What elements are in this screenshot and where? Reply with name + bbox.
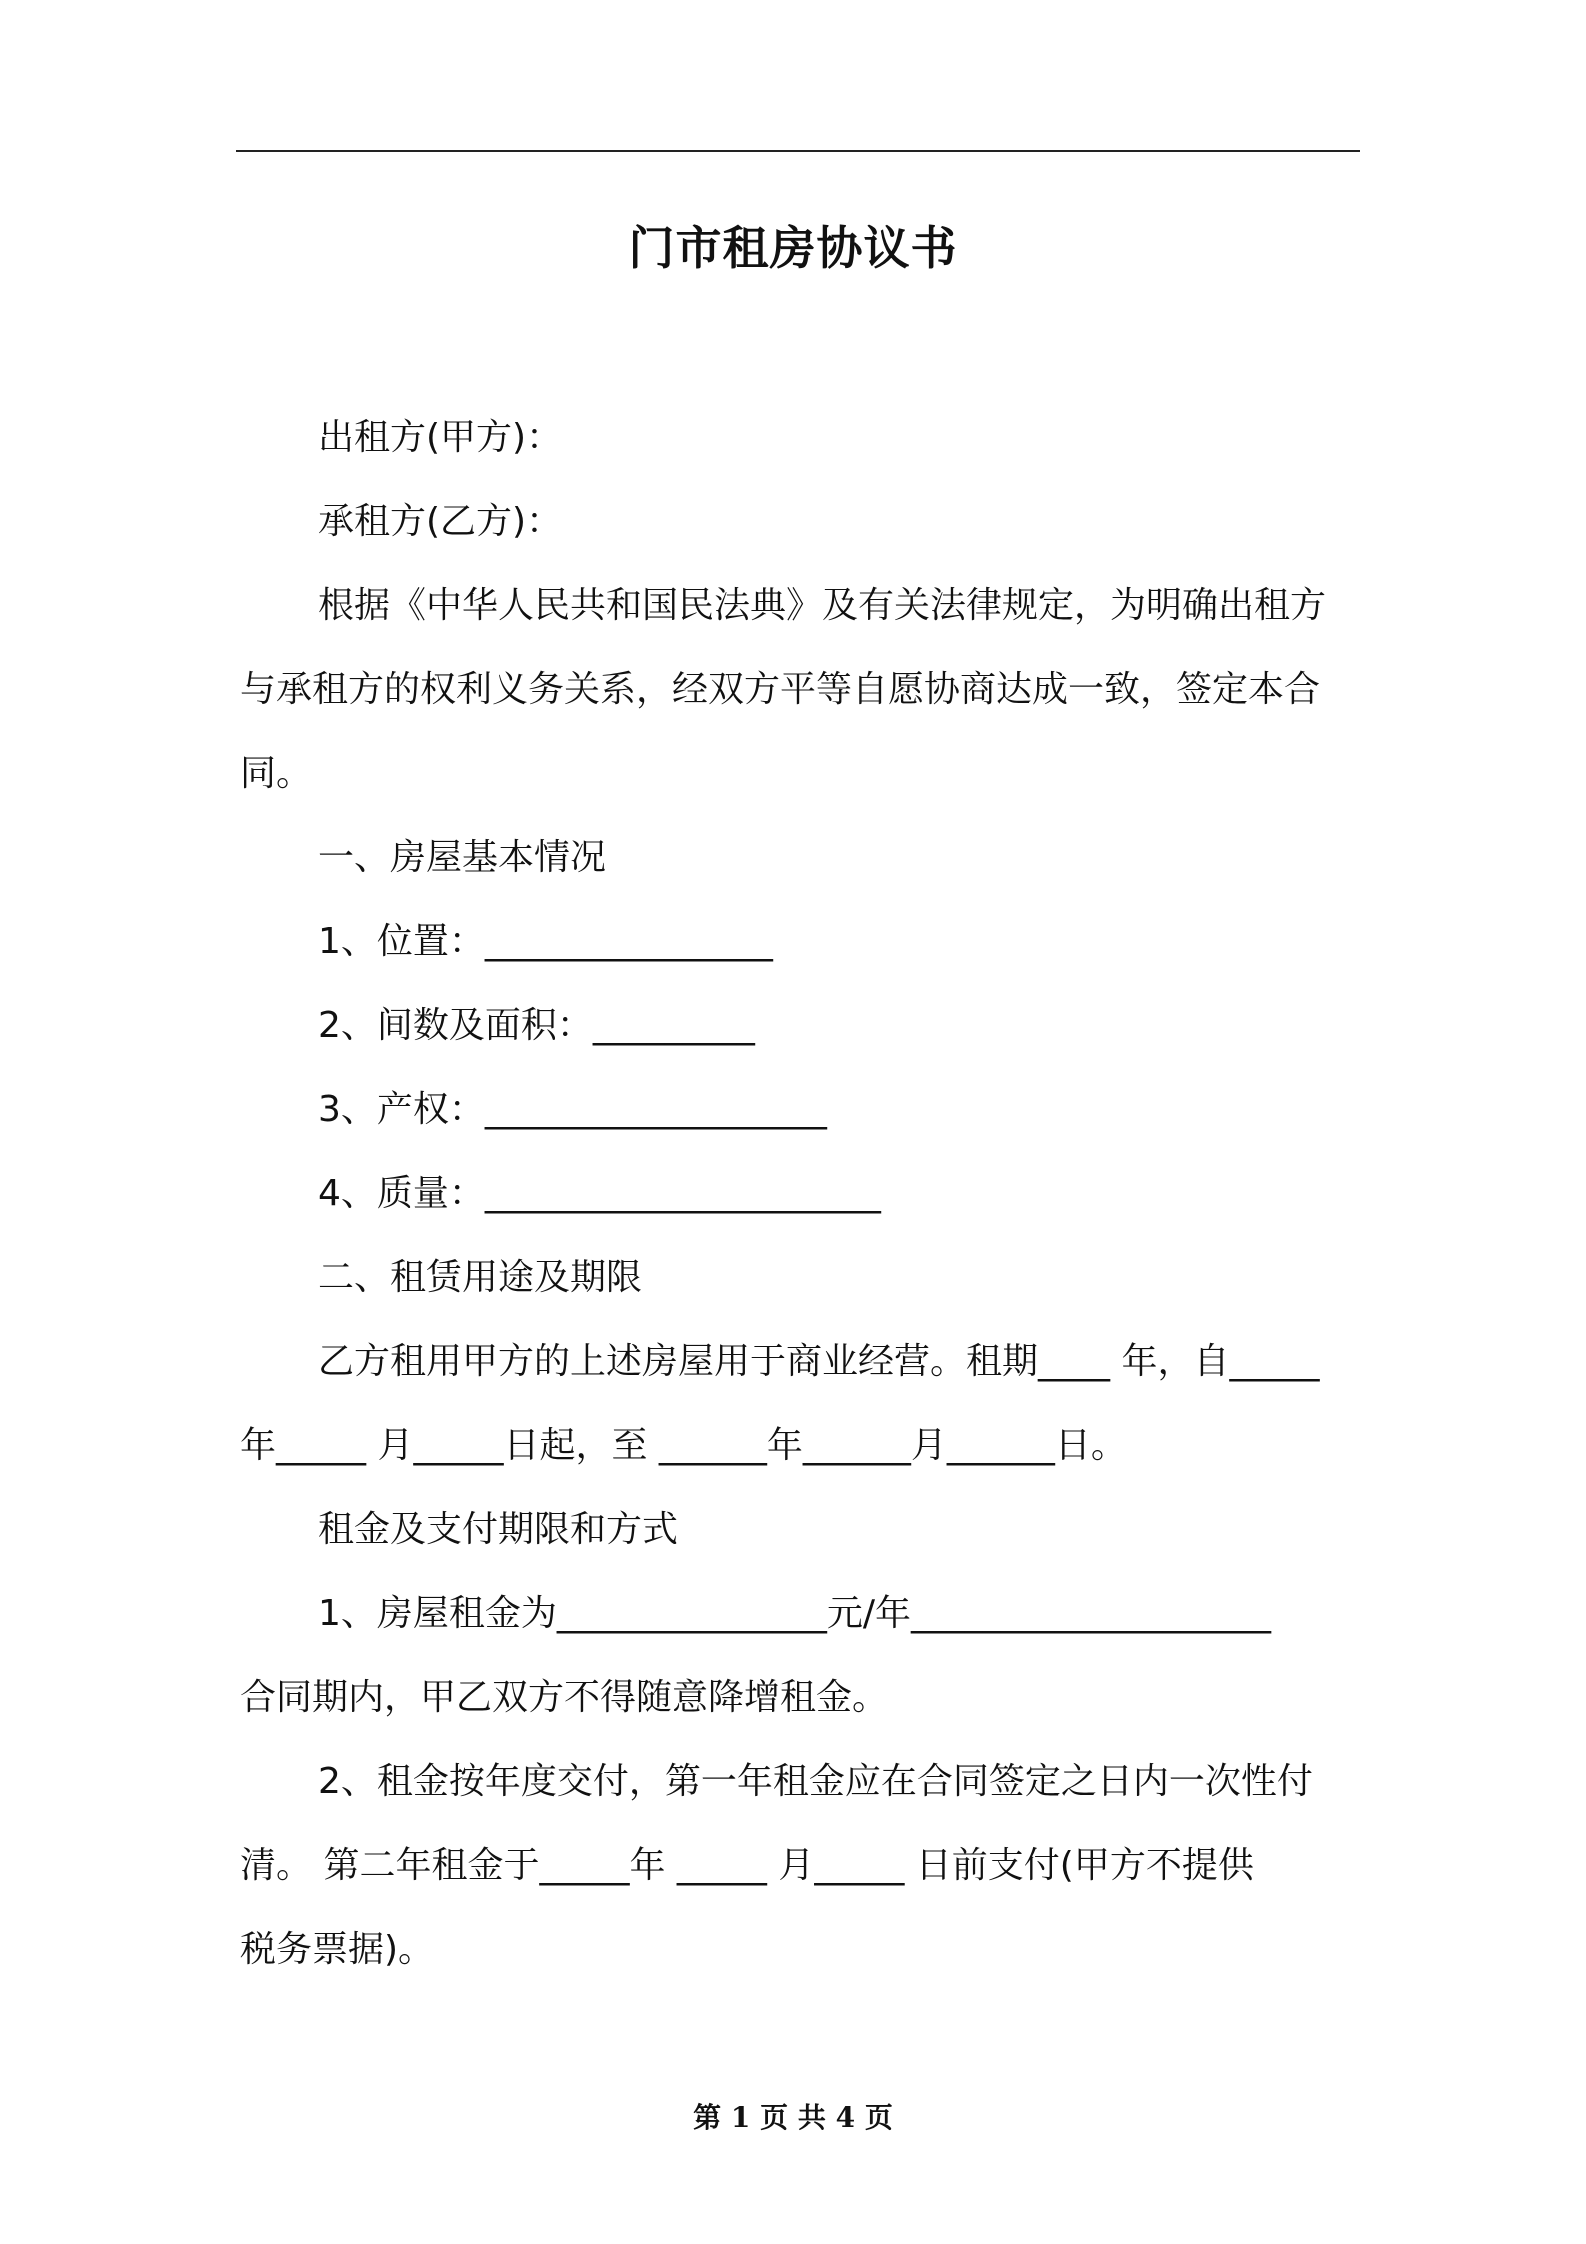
quality-line: 4、质量：______________________	[318, 1173, 881, 1214]
rooms-area-line: 2、间数及面积：_________	[318, 1005, 755, 1046]
document-title: 门市租房协议书	[628, 221, 958, 275]
lessee-line: 承租方(乙方)：	[318, 501, 563, 542]
rent-amount-line: 1、房屋租金为_______________元/年____________________	[318, 1593, 1272, 1634]
page-number: 第 1 页 共 4 页	[693, 2101, 893, 2134]
property-right-line: 3、产权：___________________	[318, 1089, 827, 1130]
lease-term-line-2: 年_____ 月_____日起，至 ______年______月______日。	[240, 1425, 1127, 1466]
lease-term-line-1: 乙方租用甲方的上述房屋用于商业经营。租期____ 年，自_____	[318, 1341, 1320, 1382]
location-line: 1、位置：________________	[318, 921, 773, 962]
preamble-line-3: 同。	[240, 753, 313, 794]
rent-heading: 租金及支付期限和方式	[318, 1509, 679, 1550]
rent-payment-line-3: 税务票据)。	[240, 1929, 435, 1970]
rent-fixed-line: 合同期内，甲乙双方不得随意降增租金。	[240, 1677, 889, 1718]
rent-payment-line-1: 2、租金按年度交付，第一年租金应在合同签定之日内一次性付	[318, 1761, 1313, 1802]
section-heading-2: 二、租赁用途及期限	[318, 1257, 643, 1298]
preamble-line-2: 与承租方的权利义务关系，经双方平等自愿协商达成一致，签定本合	[240, 669, 1321, 710]
section-heading-1: 一、房屋基本情况	[318, 837, 607, 878]
rent-payment-line-2: 清。 第二年租金于_____年 _____ 月_____ 日前支付(甲方不提供	[240, 1845, 1254, 1886]
header-rule	[236, 150, 1360, 152]
preamble-line-1: 根据《中华人民共和国民法典》及有关法律规定，为明确出租方	[318, 585, 1327, 626]
lessor-line: 出租方(甲方)：	[318, 417, 563, 458]
